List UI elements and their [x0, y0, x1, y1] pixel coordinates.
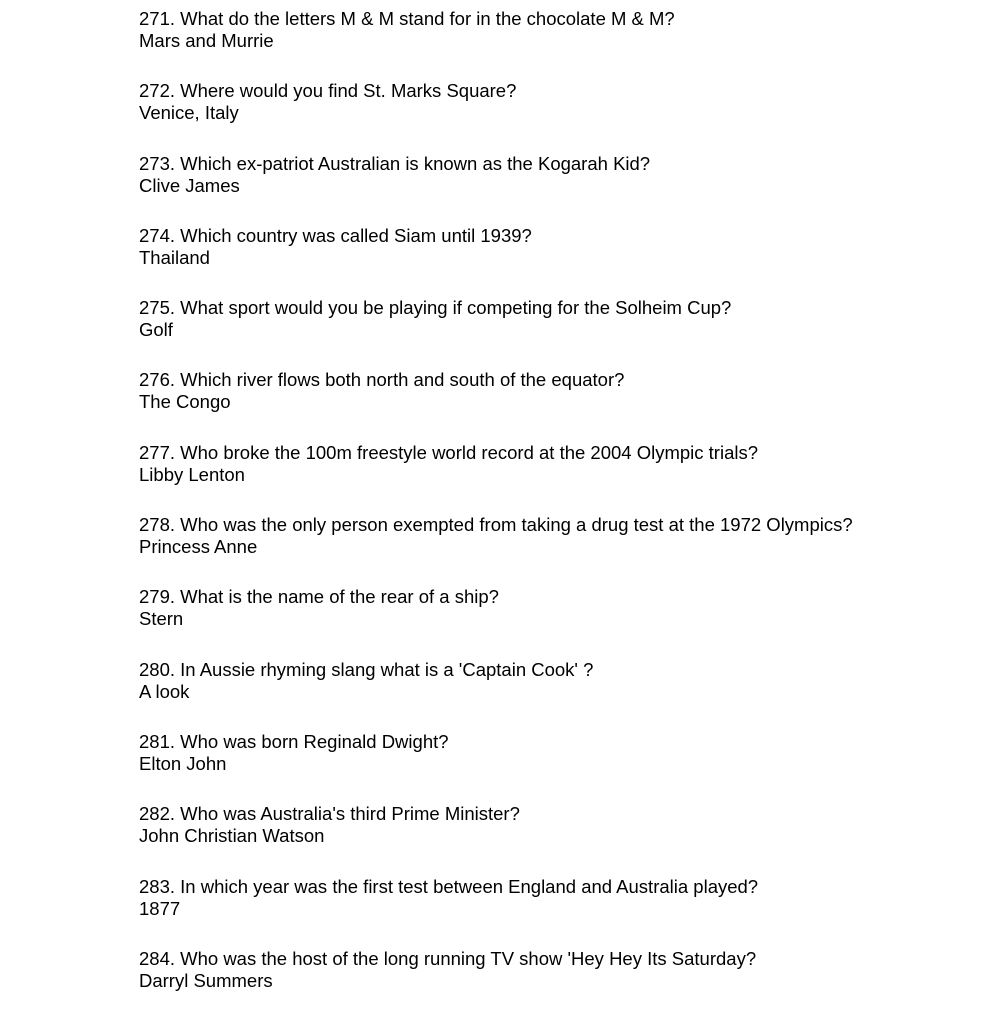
question-text: 279. What is the name of the rear of a ship? — [139, 586, 499, 608]
question-text: 283. In which year was the first test between England and Australia played? — [139, 875, 759, 897]
question-text: 271. What do the letters M & M stand for in the chocolate M & M? — [139, 8, 675, 29]
quiz-item — [139, 514, 853, 586]
question-text: 280. In Aussie rhyming slang what is a 'Captain Cook' ? — [139, 658, 594, 680]
question-text: 276. Which river flows both north and south of the equator? — [139, 369, 625, 391]
answer-text: Clive James — [139, 174, 240, 196]
answer-text: John Christian Watson — [139, 825, 325, 847]
quiz-item — [139, 442, 853, 514]
quiz-question-list — [139, 8, 853, 1020]
answer-text: Thailand — [139, 246, 210, 268]
answer-text: The Congo — [139, 391, 231, 413]
answer-text: Mars and Murrie — [139, 30, 274, 51]
question-text: 282. Who was Australia's third Prime Minister? — [139, 803, 520, 825]
answer-text: Libby Lenton — [139, 463, 245, 485]
quiz-item — [139, 225, 853, 297]
quiz-item — [139, 659, 853, 731]
question-text: 278. Who was the only person exempted from taking a drug test at the 1972 Olympics? — [139, 514, 853, 536]
answer-text: Golf — [139, 319, 173, 341]
quiz-item — [139, 80, 853, 152]
question-text: 284. Who was the host of the long running TV show 'Hey Hey Its Saturday? — [139, 947, 757, 969]
answer-text: Stern — [139, 608, 184, 630]
quiz-item — [139, 8, 853, 80]
quiz-item — [139, 586, 853, 658]
quiz-item — [139, 948, 853, 1020]
question-text: 274. Which country was called Siam until 1939? — [139, 224, 532, 246]
quiz-item — [139, 153, 853, 225]
quiz-item — [139, 369, 853, 441]
quiz-item — [139, 803, 853, 875]
question-text: 272. Where would you find St. Marks Square? — [139, 80, 517, 102]
question-text: 281. Who was born Reginald Dwight? — [139, 730, 449, 752]
question-text: 275. What sport would you be playing if competing for the Solheim Cup? — [139, 297, 732, 319]
answer-text: Princess Anne — [139, 536, 258, 558]
question-text: 277. Who broke the 100m freestyle world record at the 2004 Olympic trials? — [139, 441, 759, 463]
question-text: 273. Which ex-patriot Australian is known as the Kogarah Kid? — [139, 152, 651, 174]
answer-text: A look — [139, 680, 190, 702]
answer-text: 1877 — [139, 897, 181, 919]
answer-text: Darryl Summers — [139, 969, 273, 991]
answer-text: Elton John — [139, 752, 227, 774]
quiz-item — [139, 297, 853, 369]
answer-text: Venice, Italy — [139, 102, 239, 124]
quiz-item — [139, 731, 853, 803]
quiz-item — [139, 876, 853, 948]
